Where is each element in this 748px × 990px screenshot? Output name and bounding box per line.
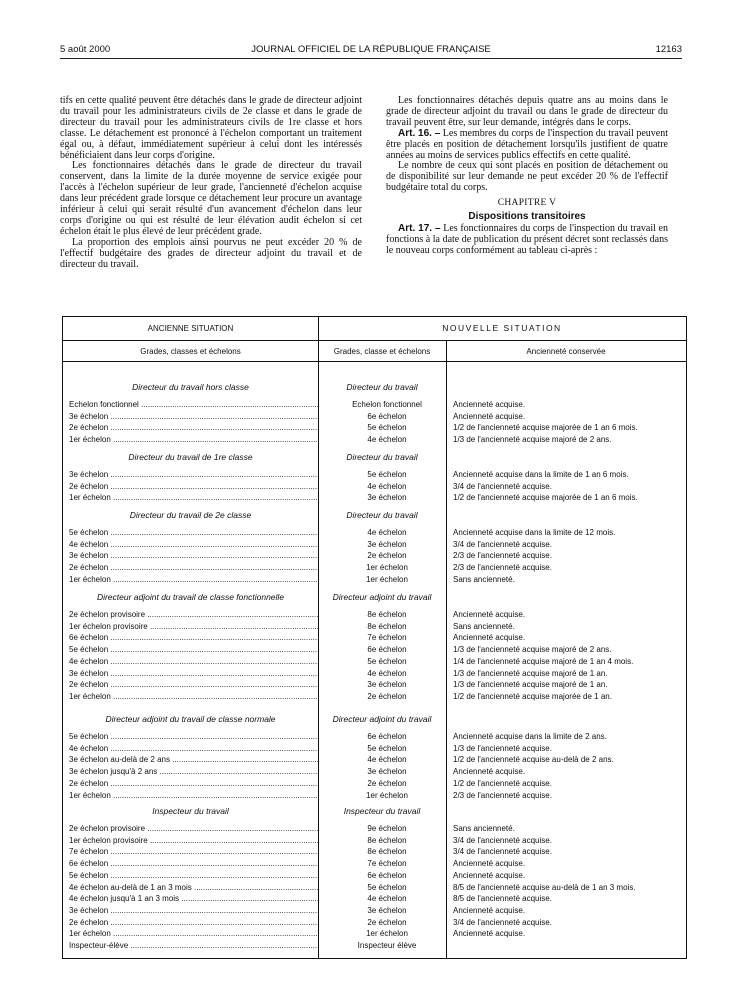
paragraph: tifs en cette qualité peuvent être détachés dans le grade de directeur adjoint du travail pour les administrateurs civils de 2e classe et dans le grade de directeur du travail pour les administrateurs civils de 1re classe et hors classe. Le détachement est prononcé à l'échelon comportant un traitement égal ou, à défaut, immédiatement supérieur à celui dont les intéressés bénéficiaient dans leur corps d'origine. xyxy=(60,95,362,161)
seniority-kept: 3/4 de l'ancienneté acquise. xyxy=(453,847,552,857)
old-echelon: 1er échelon ..... xyxy=(69,434,319,446)
new-echelon: 1er échelon xyxy=(366,790,408,800)
new-echelon: 4e échelon xyxy=(367,528,407,537)
table-row xyxy=(63,823,686,835)
new-echelon: 6e échelon xyxy=(367,411,407,421)
paragraph: Les fonctionnaires détachés dans le grade de directeur du travail conservent, dans la limite de la durée moyenne de service exigée pour l'accès à l'échelon supérieur de leur grade, l'ancienneté d'échelon acquise dans leur précédent grade lorsque ce détachement leur procure un avantage inférieur à celui qui serait résulté d'un avancement d'échelon dans leur corps d'origine ou qui est résulté de leur élévation audit échelon si cet échelon était le plus élevé de leur précédent grade. xyxy=(60,160,362,237)
old-grade-title: Directeur du travail de 1re classe xyxy=(128,452,253,462)
old-echelon: 1er échelon ..... xyxy=(69,691,319,703)
seniority-kept: Sans ancienneté. xyxy=(453,574,515,584)
new-echelon: 6e échelon xyxy=(367,732,407,741)
old-grade-title: Directeur adjoint du travail de classe normale xyxy=(105,714,276,724)
new-echelon: 1er échelon xyxy=(366,574,408,584)
table-row xyxy=(63,632,686,644)
new-echelon: 3e échelon xyxy=(367,493,407,503)
table-row xyxy=(63,469,686,481)
seniority-kept: Ancienneté acquise. xyxy=(453,400,526,409)
seniority-kept: 1/3 de l'ancienneté acquise majoré de 1 an. xyxy=(453,680,608,690)
old-echelon: 1er échelon ..... xyxy=(69,790,319,802)
seniority-kept: 1/2 de l'ancienneté acquise majorée de 1 an 6 mois. xyxy=(453,493,638,503)
new-echelon: 5e échelon xyxy=(367,470,407,479)
table-row xyxy=(63,905,686,917)
old-echelon: 2e échelon provisoire ..... xyxy=(69,609,319,621)
table-row xyxy=(63,835,686,847)
old-echelon: 1er échelon ..... xyxy=(69,928,319,940)
seniority-kept: 8/5 de l'ancienneté acquise au-delà de 1 an 3 mois. xyxy=(453,882,636,892)
new-echelon: 2e échelon xyxy=(367,778,407,788)
seniority-kept: 1/3 de l'ancienneté acquise majoré de 2 ans. xyxy=(453,645,612,655)
seniority-kept: 2/3 de l'ancienneté acquise. xyxy=(453,551,552,561)
old-echelon: 4e échelon ..... xyxy=(69,743,319,755)
section-title-row xyxy=(63,713,686,725)
table-row xyxy=(63,893,686,905)
new-echelon: 3e échelon xyxy=(367,539,407,549)
seniority-kept: 1/2 de l'ancienneté acquise. xyxy=(453,778,552,788)
old-echelon: 3e échelon ..... xyxy=(69,668,319,680)
old-echelon: 2e échelon ..... xyxy=(69,679,319,691)
table-row xyxy=(63,574,686,586)
new-echelon: 5e échelon xyxy=(367,423,407,433)
old-echelon: 4e échelon ..... xyxy=(69,656,319,668)
old-echelon: 3e échelon ..... xyxy=(69,550,319,562)
table-row xyxy=(63,481,686,493)
header-new-situation: NOUVELLE SITUATION xyxy=(442,323,562,333)
new-echelon: 1er échelon xyxy=(366,563,408,573)
chapter-heading: CHAPITRE V xyxy=(497,198,557,209)
seniority-kept: Sans ancienneté. xyxy=(453,824,515,833)
table-row xyxy=(63,790,686,802)
table-row xyxy=(63,434,686,446)
right-text-column xyxy=(386,96,668,257)
old-echelon: 4e échelon ..... xyxy=(69,539,319,551)
new-echelon: 4e échelon xyxy=(367,894,407,904)
old-echelon: 5e échelon ..... xyxy=(69,870,319,882)
old-echelon: 2e échelon ..... xyxy=(69,778,319,790)
old-echelon: 1er échelon ..... xyxy=(69,492,319,504)
table-row xyxy=(63,621,686,633)
new-echelon: 2e échelon xyxy=(367,691,407,701)
reclassification-table xyxy=(62,316,687,959)
old-grade-title: Inspecteur du travail xyxy=(152,806,229,816)
seniority-kept: Sans ancienneté. xyxy=(453,621,515,631)
seniority-kept: Ancienneté acquise. xyxy=(453,633,526,643)
table-row xyxy=(63,550,686,562)
old-echelon: 2e échelon ..... xyxy=(69,422,319,434)
new-grade-title: Inspecteur du travail xyxy=(343,806,421,816)
seniority-kept: Ancienneté acquise. xyxy=(453,411,526,421)
new-echelon: 3e échelon xyxy=(367,905,407,915)
old-echelon: Inspecteur-élève ..... xyxy=(69,940,319,952)
section-title-row xyxy=(63,805,686,817)
table-row xyxy=(63,679,686,691)
new-echelon: 4e échelon xyxy=(367,755,407,765)
old-echelon: 1er échelon ..... xyxy=(69,574,319,586)
new-echelon: 2e échelon xyxy=(367,551,407,561)
section-title-row xyxy=(63,591,686,603)
table-row xyxy=(63,668,686,680)
table-row xyxy=(63,778,686,790)
old-echelon: 5e échelon ..... xyxy=(69,527,319,539)
table-row xyxy=(63,422,686,434)
paragraph: Les fonctionnaires détachés depuis quatre ans au moins dans le grade de directeur adjoint du travail ou dans le grade de directeur du travail peuvent être, sur leur demande, intégrés dans le corps. xyxy=(386,95,668,128)
new-echelon: 7e échelon xyxy=(367,633,407,643)
table-row xyxy=(63,917,686,929)
seniority-kept: Ancienneté acquise dans la limite de 12 mois. xyxy=(453,528,616,537)
seniority-kept: 2/3 de l'ancienneté acquise. xyxy=(453,790,552,800)
old-echelon: 1er échelon provisoire ..... xyxy=(69,621,319,633)
new-echelon: 6e échelon xyxy=(367,645,407,655)
old-echelon: 3e échelon au-delà de 2 ans ..... xyxy=(69,754,319,766)
old-echelon: 2e échelon ..... xyxy=(69,562,319,574)
old-echelon: 3e échelon ..... xyxy=(69,905,319,917)
seniority-kept: 1/3 de l'ancienneté acquise majoré de 1 an. xyxy=(453,668,608,678)
table-row xyxy=(63,754,686,766)
seniority-kept: 1/2 de l'ancienneté acquise majorée de 1 an. xyxy=(453,691,612,701)
seniority-kept: 3/4 de l'ancienneté acquise. xyxy=(453,481,552,491)
old-grade-title: Directeur du travail hors classe xyxy=(132,382,249,392)
old-echelon: 7e échelon ..... xyxy=(69,846,319,858)
article-text: Les membres du corps de l'inspection du travail peuvent être placés en position de détachement lorsqu'ils justifient de quatre années au moins de services publics effectifs en cette qualité. xyxy=(386,127,668,161)
subheader-seniority: Ancienneté conservée xyxy=(526,347,606,356)
new-echelon: 6e échelon xyxy=(367,870,407,880)
old-echelon: 2e échelon ..... xyxy=(69,481,319,493)
old-echelon: Echelon fonctionnel ..... xyxy=(69,399,319,411)
new-echelon: 4e échelon xyxy=(367,668,407,678)
seniority-kept: Ancienneté acquise dans la limite de 1 an 6 mois. xyxy=(453,470,629,479)
new-echelon: Echelon fonctionnel xyxy=(352,400,422,409)
seniority-kept: 2/3 de l'ancienneté acquise. xyxy=(453,563,552,573)
table-row xyxy=(63,691,686,703)
old-echelon: 6e échelon ..... xyxy=(69,858,319,870)
header-divider xyxy=(63,361,686,362)
new-echelon: 5e échelon xyxy=(367,743,407,753)
table-row xyxy=(63,399,686,411)
table-row xyxy=(63,411,686,423)
new-echelon: 8e échelon xyxy=(367,610,407,619)
new-echelon: 4e échelon xyxy=(367,435,407,445)
header-page-number: 12163 xyxy=(655,44,682,55)
table-row xyxy=(63,870,686,882)
left-text-column xyxy=(60,96,362,271)
table-row xyxy=(63,492,686,504)
new-echelon: 1er échelon xyxy=(366,929,408,939)
section-heading: Dispositions transitoires xyxy=(468,211,586,223)
paragraph: Le nombre de ceux qui sont placés en position de détachement ou de disponibilité sur leur demande ne peut excéder 20 % de l'effectif budgétaire total du corps. xyxy=(386,160,668,194)
table-row xyxy=(63,940,686,952)
new-echelon: 7e échelon xyxy=(367,859,407,869)
old-echelon: 1er échelon provisoire ..... xyxy=(69,835,319,847)
old-echelon: 5e échelon ..... xyxy=(69,731,319,743)
seniority-kept: Ancienneté acquise. xyxy=(453,870,526,880)
old-echelon: 4e échelon au-delà de 1 an 3 mois ..... xyxy=(69,882,319,894)
new-grade-title: Directeur adjoint du travail xyxy=(332,714,432,724)
article-text: Les fonctionnaires du corps de l'inspection du travail en fonctions à la date de publication du présent décret sont reclassés dans le nouveau corps conformément au tableau ci-après : xyxy=(386,222,668,256)
header-date: 5 août 2000 xyxy=(60,44,111,55)
new-echelon: 5e échelon xyxy=(367,656,407,666)
header-divider xyxy=(63,340,686,341)
seniority-kept: Ancienneté acquise. xyxy=(453,859,526,869)
new-echelon: 8e échelon xyxy=(367,847,407,857)
seniority-kept: 1/3 de l'ancienneté acquise majoré de 2 ans. xyxy=(453,435,612,445)
new-echelon: 8e échelon xyxy=(367,835,407,845)
table-row xyxy=(63,656,686,668)
table-row xyxy=(63,882,686,894)
old-echelon: 6e échelon ..... xyxy=(69,632,319,644)
table-row xyxy=(63,609,686,621)
table-row xyxy=(63,644,686,656)
old-echelon: 3e échelon jusqu'à 2 ans ..... xyxy=(69,766,319,778)
new-grade-title: Directeur du travail xyxy=(346,510,418,520)
page-header xyxy=(60,44,682,59)
old-echelon: 5e échelon ..... xyxy=(69,644,319,656)
seniority-kept: Ancienneté acquise dans la limite de 2 ans. xyxy=(453,732,607,741)
old-echelon: 2e échelon provisoire ..... xyxy=(69,823,319,835)
table-row xyxy=(63,743,686,755)
old-grade-title: Directeur du travail de 2e classe xyxy=(129,510,252,520)
table-row xyxy=(63,858,686,870)
paragraph: La proportion des emplois ainsi pourvus ne peut excéder 20 % de l'effectif budgétaire des grades de directeur adjoint du travail et de directeur du travail. xyxy=(60,236,362,270)
new-echelon: 2e échelon xyxy=(367,917,407,927)
seniority-kept: 3/4 de l'ancienneté acquise. xyxy=(453,539,552,549)
new-echelon: 3e échelon xyxy=(367,680,407,690)
section-title-row xyxy=(63,451,686,463)
seniority-kept: 3/4 de l'ancienneté acquise. xyxy=(453,917,552,927)
new-echelon: 3e échelon xyxy=(367,767,407,777)
header-title: JOURNAL OFFICIEL DE LA RÉPUBLIQUE FRANÇAISE xyxy=(251,44,491,55)
seniority-kept: Ancienneté acquise. xyxy=(453,610,526,619)
seniority-kept: Ancienneté acquise. xyxy=(453,905,526,915)
old-echelon: 4e échelon jusqu'à 1 an 3 mois ..... xyxy=(69,893,319,905)
new-grade-title: Directeur adjoint du travail xyxy=(332,592,432,602)
header-old-situation: ANCIENNE SITUATION xyxy=(147,324,234,333)
new-grade-title: Directeur du travail xyxy=(346,452,418,462)
seniority-kept: 3/4 de l'ancienneté acquise. xyxy=(453,835,552,845)
new-echelon: 8e échelon xyxy=(367,621,407,631)
article-label: Art. 17. – xyxy=(398,222,441,234)
seniority-kept: 1/3 de l'ancienneté acquise. xyxy=(453,743,552,753)
seniority-kept: 1/2 de l'ancienneté acquise majorée de 1 an 6 mois. xyxy=(453,423,638,433)
article-17 xyxy=(386,224,668,257)
subheader-old-grades: Grades, classes et échelons xyxy=(140,347,241,356)
table-row xyxy=(63,527,686,539)
table-row xyxy=(63,539,686,551)
subheader-new-grades: Grades, classe et échelons xyxy=(333,347,431,356)
old-echelon: 3e échelon ..... xyxy=(69,411,319,423)
new-echelon: 4e échelon xyxy=(367,481,407,491)
table-row xyxy=(63,846,686,858)
table-row xyxy=(63,731,686,743)
seniority-kept: Ancienneté acquise. xyxy=(453,929,526,939)
seniority-kept: 1/2 de l'ancienneté acquise au-delà de 2 ans. xyxy=(453,755,614,765)
seniority-kept: 8/5 de l'ancienneté acquise. xyxy=(453,894,552,904)
section-title-row xyxy=(63,509,686,521)
new-echelon: 5e échelon xyxy=(367,882,407,892)
seniority-kept: Ancienneté acquise. xyxy=(453,767,526,777)
seniority-kept: 1/4 de l'ancienneté acquise majoré de 1 an 4 mois. xyxy=(453,656,634,666)
new-echelon: 9e échelon xyxy=(367,824,407,833)
old-echelon: 3e échelon ..... xyxy=(69,469,319,481)
old-echelon: 2e échelon ..... xyxy=(69,917,319,929)
section-title-row xyxy=(63,381,686,393)
new-grade-title: Directeur du travail xyxy=(346,382,418,392)
article-label: Art. 16. – xyxy=(398,127,441,139)
article-16 xyxy=(386,129,668,162)
old-grade-title: Directeur adjoint du travail de classe fonctionnelle xyxy=(96,592,285,602)
table-row xyxy=(63,562,686,574)
table-row xyxy=(63,928,686,940)
new-echelon: Inspecteur élève xyxy=(357,941,417,950)
table-row xyxy=(63,766,686,778)
